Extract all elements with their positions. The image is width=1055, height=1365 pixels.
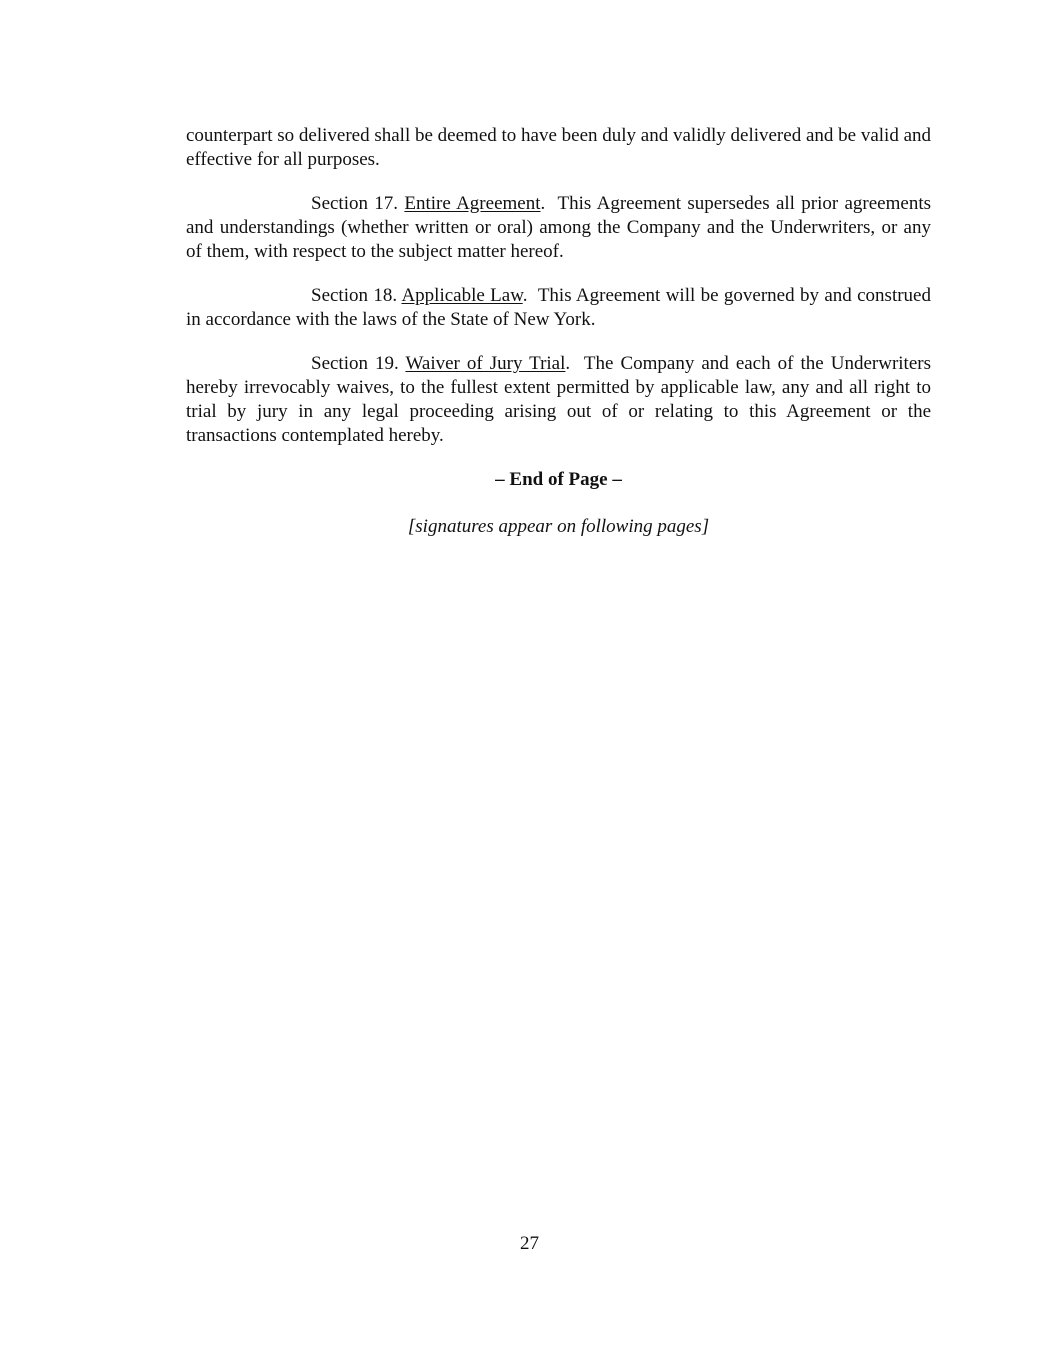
- page-number: 27: [520, 1233, 539, 1254]
- section-17-number: Section 17.: [311, 193, 399, 214]
- section-19-heading: Waiver of Jury Trial: [405, 353, 566, 374]
- section-18-number: Section 18.: [311, 285, 398, 306]
- section-17-heading: Entire Agreement: [404, 193, 541, 214]
- document-body: [186, 124, 931, 539]
- section-19-paragraph: Section 19. Waiver of Jury Trial. The Company and each of the Underwriters hereby irrevocably waives, to the fullest extent permitted by applicable law, any and all right to trial by jury in any legal proceeding arising out of or relating to this Agreement or the transactions contemplated hereby.: [186, 353, 931, 446]
- signature-note: [signatures appear on following pages]: [407, 516, 710, 537]
- section-17-paragraph: Section 17. Entire Agreement. This Agreement supersedes all prior agreements and understandings (whether written or oral) among the Company and the Underwriters, or any of them, with respect to the subject matter hereof.: [186, 193, 932, 262]
- section-19-text: The Company and each of the Underwriters hereby irrevocably waives, to the fullest extent permitted by applicable law, any and all right to trial by jury in any legal proceeding arising out of or relating to this Agreement or the transactions contemplated hereby.: [186, 353, 931, 446]
- continuation-paragraph: counterpart so delivered shall be deemed to have been duly and validly delivered and be valid and effective for all purposes.: [186, 125, 931, 170]
- end-of-page-marker: – End of Page –: [495, 469, 622, 490]
- section-18-text: This Agreement will be governed by and construed in accordance with the laws of the State of New York.: [186, 285, 931, 330]
- section-18-heading: Applicable Law: [401, 285, 523, 306]
- section-18-paragraph: Section 18. Applicable Law. This Agreement will be governed by and construed in accordance with the laws of the State of New York.: [186, 285, 931, 330]
- section-17-text: This Agreement supersedes all prior agreements and understandings (whether written or oral) among the Company and the Underwriters, or any of them, with respect to the subject matter hereof.: [186, 193, 932, 262]
- section-19-number: Section 19.: [311, 353, 399, 374]
